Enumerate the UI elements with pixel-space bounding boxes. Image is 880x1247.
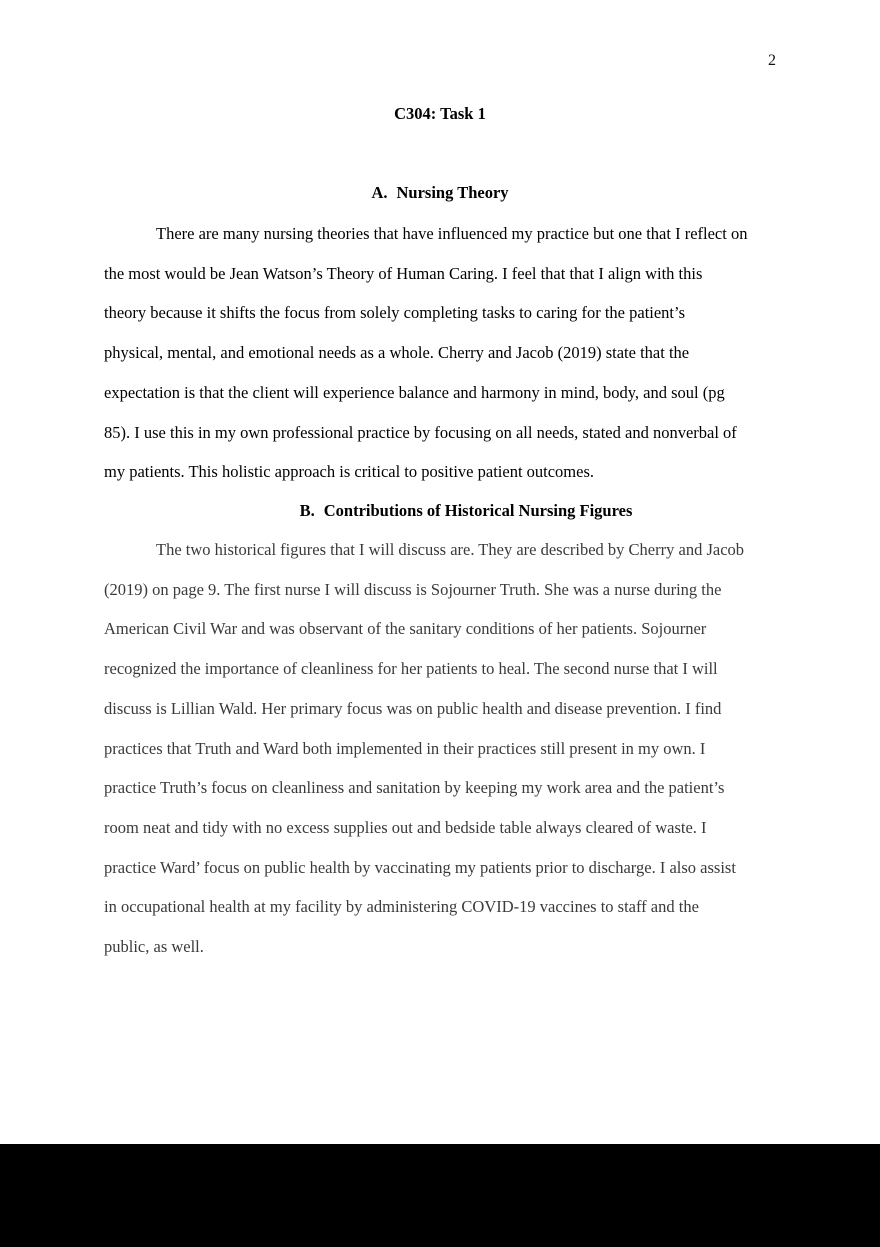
text-line: public, as well. <box>104 937 204 957</box>
page-number: 2 <box>768 52 776 69</box>
text-line: practices that Truth and Ward both implemented in their practices still present in my own. I <box>104 738 706 758</box>
text-line: in occupational health at my facility by administering COVID-19 vaccines to staff and the <box>104 897 699 917</box>
text-line: practice Ward’ focus on public health by vaccinating my patients prior to discharge. I also assist <box>104 857 736 877</box>
text-line: the most would be Jean Watson’s Theory of Human Caring. I feel that that I align with this <box>104 263 703 283</box>
text-line: my patients. This holistic approach is critical to positive patient outcomes. <box>104 462 595 482</box>
text-line: There are many nursing theories that have influenced my practice but one that I reflect on <box>156 224 748 243</box>
text-line: 85). I use this in my own professional practice by focusing on all needs, stated and nonverbal of <box>104 422 737 442</box>
section-heading-nursing-theory <box>0 183 880 203</box>
paragraph-nursing-theory <box>104 214 780 492</box>
section-heading-historical-figures <box>26 501 880 521</box>
text-line: The two historical figures that I will discuss are. They are described by Cherry and Jacob <box>156 540 745 559</box>
text-line: expectation is that the client will experience balance and harmony in mind, body, and soul (pg <box>104 382 725 402</box>
text-line: theory because it shifts the focus from solely completing tasks to caring for the patient’s <box>104 303 686 323</box>
text-line: room neat and tidy with no excess supplies out and bedside table always cleared of waste. I <box>104 817 707 837</box>
text-line: physical, mental, and emotional needs as a whole. Cherry and Jacob (2019) state that the <box>104 343 690 363</box>
text-line: practice Truth’s focus on cleanliness and sanitation by keeping my work area and the patient’s <box>104 778 725 798</box>
section-marker: B. <box>299 501 315 520</box>
document-title: C304: Task 1 <box>394 104 486 123</box>
section-heading-text: Contributions of Historical Nursing Figures <box>323 501 633 520</box>
section-marker: A. <box>371 183 388 202</box>
bottom-black-bar <box>0 1144 880 1247</box>
text-line: recognized the importance of cleanliness for her patients to heal. The second nurse that I will <box>104 659 718 679</box>
text-line: (2019) on page 9. The first nurse I will discuss is Sojourner Truth. She was a nurse during the <box>104 579 722 599</box>
text-line: American Civil War and was observant of the sanitary conditions of her patients. Sojourner <box>104 619 707 639</box>
section-heading-text: Nursing Theory <box>396 183 509 202</box>
paragraph-historical-figures <box>104 530 780 967</box>
text-line: discuss is Lillian Wald. Her primary focus was on public health and disease prevention. I find <box>104 698 722 718</box>
